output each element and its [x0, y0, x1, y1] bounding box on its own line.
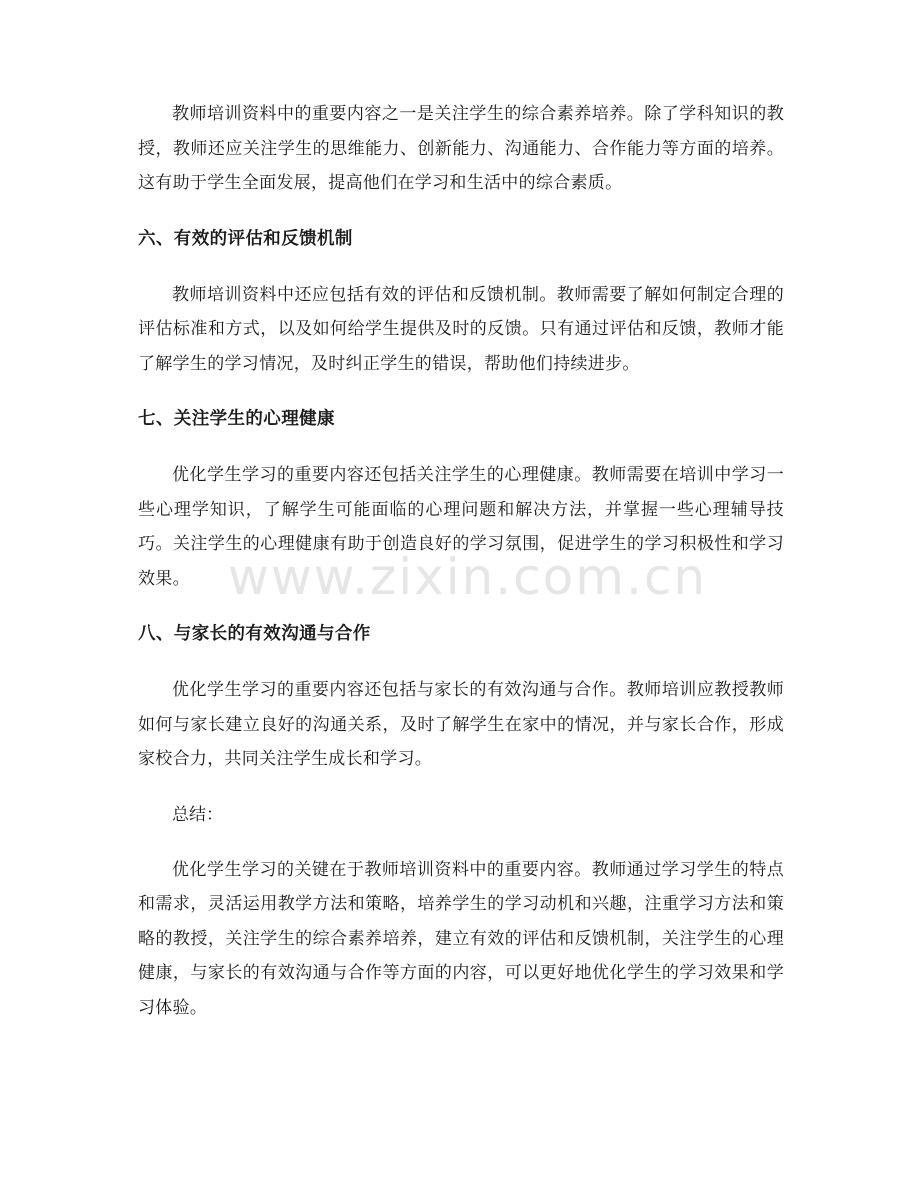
summary-paragraph: 优化学生学习的关键在于教师培训资料中的重要内容。教师通过学习学生的特点和需求，灵活运用教学方法和策略，培养学生的学习动机和兴趣，注重学习方法和策略的教授，关注学生的综合素养培养，建立有效的评估和反馈机制，关注学生的心理健康，与家长的有效沟通与合作等方面的内容，可以更好地优化学生的学习效果和学习体验。	[138, 859, 784, 1018]
section-heading: 七、关注学生的心理健康	[138, 409, 335, 429]
watermark: www.zixin.com.cn	[228, 548, 708, 606]
body-paragraph: 教师培训资料中的重要内容之一是关注学生的综合素养培养。除了学科知识的教授，教师还应关注学生的思维能力、创新能力、沟通能力、合作能力等方面的培养。这有助于学生全面发展，提高他们在学习和生活中的综合素质。	[138, 104, 784, 193]
section-heading: 六、有效的评估和反馈机制	[138, 228, 353, 249]
body-paragraph: 优化学生学习的重要内容还包括关注学生的心理健康。教师需要在培训中学习一些心理学知识，了解学生可能面临的心理问题和解决方法，并掌握一些心理辅导技巧。关注学生的心理健康有助于创造良好的学习氛围，促进学生的学习积极性和学习效果。	[138, 465, 784, 589]
section-heading: 八、与家长的有效沟通与合作	[138, 624, 371, 644]
body-paragraph: 优化学生学习的重要内容还包括与家长的有效沟通与合作。教师培训应教授教师如何与家长建立良好的沟通关系，及时了解学生在家中的情况，并与家长合作，形成家校合力，共同关注学生成长和学习。	[138, 680, 784, 769]
body-paragraph: 教师培训资料中还应包括有效的评估和反馈机制。教师需要了解如何制定合理的评估标准和方式，以及如何给学生提供及时的反馈。只有通过评估和反馈，教师才能了解学生的学习情况，及时纠正学生的错误，帮助他们持续进步。	[138, 284, 784, 374]
document-page	[138, 97, 784, 1046]
summary-label: 总结：	[172, 804, 223, 825]
